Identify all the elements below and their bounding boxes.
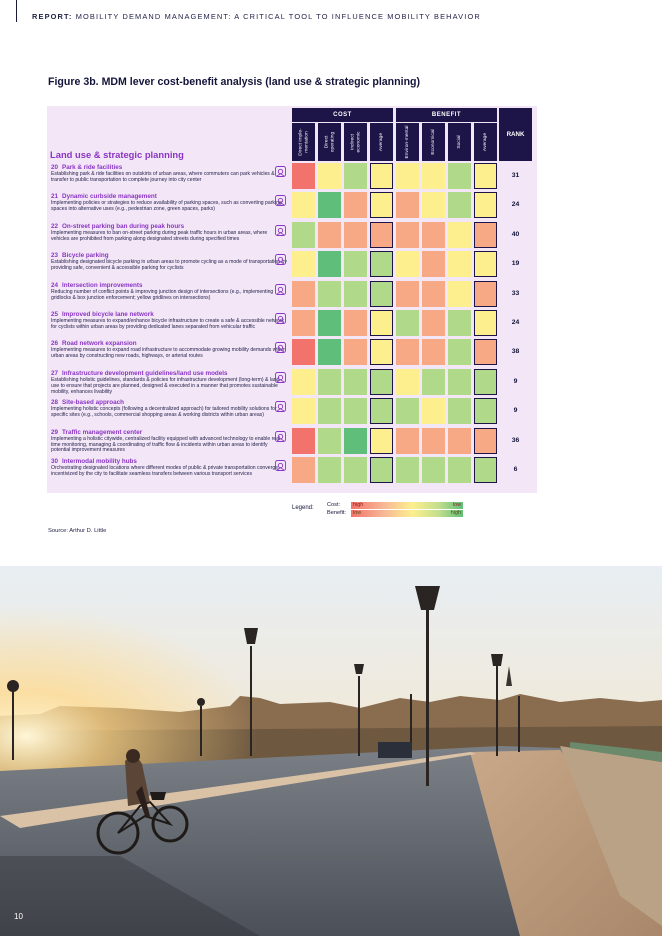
rating-cell [448,457,471,483]
lever-name: 26 Road network expansion [51,340,137,348]
rank-value: 9 [513,407,518,415]
rating-cell [292,398,315,424]
rating-cell [396,457,419,483]
rating-cell [396,163,419,189]
rank-value: 19 [511,260,520,268]
legend-cost-label: Cost: [327,502,341,508]
lever-name: 21 Dynamic curbside management [51,193,157,201]
lever-name: 24 Intersection improvements [51,281,143,289]
rating-cell [344,192,367,218]
mobility-hub-icon [274,459,287,472]
rank-value: 36 [511,436,520,444]
lever-description: Implementing policies or strategies to reduce availability of parking spaces, such as converting parking spaces into alternative uses (e.g., pedestrian zone, green spaces, parks) [51,200,282,213]
rating-cell [292,339,315,365]
rating-cell [474,398,497,424]
rating-cell [292,457,315,483]
rating-cell [292,163,315,189]
rating-cell [318,281,341,307]
rating-cell [292,251,315,277]
rating-cell [318,398,341,424]
rating-cell [318,251,341,277]
bicycle-lane-icon [274,312,287,325]
rating-cell [318,428,341,454]
curbside-icon [274,194,287,207]
column-header-5: Environ-mental [396,123,419,161]
rating-cell [448,192,471,218]
rating-cell [448,251,471,277]
rank-value: 24 [511,319,520,326]
rating-cell [448,428,471,454]
rating-cell [318,310,341,336]
rating-cell [448,398,471,424]
rating-cell [344,339,367,365]
rating-cell [292,428,315,454]
column-header-7: Social [448,123,471,161]
lever-name: 27 Infrastructure development guidelines/land use models [51,369,228,377]
rating-cell [448,339,471,365]
rating-cell [474,339,497,365]
lever-name: 22 On-street parking ban during peak hours [51,222,185,230]
lever-description: Establishing park & ride facilities on outskirts of urban areas, where commuters can park vehicles & transfer to public transportation to complete journey into city center [51,171,275,183]
rating-cell [370,428,393,454]
rating-cell [422,281,445,307]
rating-cell [474,281,497,307]
rating-cell [448,310,471,336]
rating-cell [318,369,341,395]
lever-description: Reducing number of conflict points & improving junction design of intersections (e.g., implementing gridlocks & box junction enforcement; yellow gridlines on intersections) [51,288,274,301]
rating-cell [422,251,445,277]
cost-group-header: COST [292,108,393,122]
lever-row-23 [51,252,287,272]
column-header-4: Average [370,123,393,161]
rating-cell [474,163,497,189]
column-header-8: Average [474,123,497,161]
rating-cell [422,163,445,189]
rating-cell [422,192,445,218]
rating-cell [370,339,393,365]
rating-cell [396,192,419,218]
rating-cell [344,369,367,395]
rating-cell [344,222,367,248]
rating-cell [292,369,315,395]
lever-row-24 [51,282,287,302]
source-note: Source: Arthur D. Little [48,528,107,534]
site-based-icon [274,400,287,413]
rating-cell [370,222,393,248]
guidelines-icon [274,371,287,384]
rating-cell [318,163,341,189]
rating-cell [422,339,445,365]
rating-cell [422,369,445,395]
lever-row-20 [51,164,287,184]
rating-cell [396,428,419,454]
parking-ban-icon [274,224,287,237]
column-header-1: Direct imple-mentation [292,123,315,161]
rank-value: 24 [511,201,520,209]
rating-cell [370,369,393,395]
legend-benefit-scale: low high [353,510,461,516]
rating-cell [318,339,341,365]
lever-name: 30 Intermodal mobility hubs [51,458,137,465]
lever-row-25 [51,311,287,331]
lever-row-29 [51,429,287,455]
rating-cell [344,310,367,336]
benefit-group-header: BENEFIT [396,108,497,122]
rating-cell [396,251,419,277]
running-head: REPORT: MOBILITY DEMAND MANAGEMENT: A CRITICAL TOOL TO INFLUENCE MOBILITY BEHAVIOR [32,12,481,21]
city-bridge-photo [0,566,662,936]
intersection-icon [274,283,287,296]
rating-cell [474,369,497,395]
rating-cell [370,457,393,483]
rating-cell [448,281,471,307]
rank-value: 40 [511,230,520,238]
lever-description: Establishing designated bicycle parking in urban areas to promote cycling as a mode of transportation by providing safe, convenient & accessible parking for cyclists [51,259,287,272]
lever-description: Orchestrating designated locations where different modes of public & private transportation converge, incentivized by the city to facilitate seamless transfers between various transport services [51,465,280,477]
rating-cell [474,428,497,454]
lever-row-28 [51,399,287,419]
lever-row-22 [51,223,287,243]
rating-cell [370,310,393,336]
legend-label: Legend: [292,505,314,511]
figure-title: Figure 3b. MDM lever cost-benefit analysis (land use & strategic planning) [48,76,421,88]
lever-description: Implementing a holistic citywide, centralized facility equipped with advanced technology to enable real-time monitoring, managing & coordinating of traffic flow & incidents within urban areas to identify potential improvement measures [51,435,282,454]
rating-cell [448,222,471,248]
rating-cell [292,281,315,307]
legend-cost-scale: high low [353,502,461,508]
rank-value: 33 [511,289,520,297]
rating-cell [370,251,393,277]
lever-row-21 [51,193,287,213]
rating-cell [422,222,445,248]
rating-cell [448,369,471,395]
lever-description: Implementing measures to ban on-street parking during peak traffic hours in urban areas, where vehicles are prohibited from parking along designated streets during specified times [51,229,268,242]
header-rule [16,0,17,22]
rating-cell [474,251,497,277]
rating-cell [370,398,393,424]
lever-name: 23 Bicycle parking [51,252,109,260]
park-ride-icon [274,165,287,178]
rating-cell [318,222,341,248]
rating-cell [474,192,497,218]
rating-cell [344,281,367,307]
rating-cell [318,457,341,483]
road-expansion-icon [274,341,287,354]
rating-cell [396,310,419,336]
lever-description: Implementing measures to expand/enhance bicycle infrastructure to create a safe & accessible network for cyclists within urban areas by providing dedicated lanes separated from vehicular traffic [51,318,285,330]
rating-cell [370,281,393,307]
rating-cell [344,398,367,424]
lever-row-27 [51,370,287,396]
lever-row-26 [51,340,287,360]
rating-cell [370,192,393,218]
column-header-6: Economical [422,123,445,161]
rating-cell [396,369,419,395]
rating-cell [422,428,445,454]
lever-name: 25 Improved bicycle lane network [51,311,154,318]
lever-name: 20 Park & ride facilities [51,164,123,171]
rating-cell [292,192,315,218]
rating-cell [396,398,419,424]
rating-cell [474,457,497,483]
rating-cell [396,222,419,248]
rating-cell [344,251,367,277]
rating-cell [474,310,497,336]
traffic-center-icon [274,430,287,443]
rating-cell [344,163,367,189]
rating-cell [344,457,367,483]
lever-description: Implementing holistic concepts (following a decentralized approach) for tailored mobility solutions for specific sites (e.g., schools, commercial shopping areas & working districts within urban areas) [51,406,277,419]
lever-name: 29 Traffic management center [51,428,143,436]
rating-cell [396,281,419,307]
bicycle-parking-icon [274,253,287,266]
column-header-3: Indirect economic [344,123,367,161]
rank-header: RANK [499,108,532,161]
page-number: 10 [14,912,23,921]
rating-cell [422,457,445,483]
rank-value: 9 [513,377,518,385]
rating-cell [370,163,393,189]
rating-cell [448,163,471,189]
lever-description: Implementing measures to expand road infrastructure to accommodate growing mobility demands within urban areas by constructing new roads, highways, or arterial routes [51,347,286,360]
rank-value: 38 [511,348,520,356]
lever-name: 28 Site-based approach [51,399,124,407]
rating-cell [292,222,315,248]
rank-value: 31 [511,172,520,179]
legend-benefit-label: Benefit: [327,510,346,516]
lever-row-30 [51,458,287,478]
rank-value: 6 [513,466,518,473]
rating-cell [422,398,445,424]
column-header-2: Direct operating [318,123,341,161]
lever-description: Establishing holistic guidelines, standards & policies for infrastructure development (long-term) & land use to ensure that projects are planned, designed & executed in a manner that promotes sustainable mobility, enhances livability [51,376,280,395]
rating-cell [396,339,419,365]
rating-cell [474,222,497,248]
rating-cell [422,310,445,336]
rating-cell [318,192,341,218]
rating-cell [344,428,367,454]
section-title: Land use & strategic planning [50,149,184,160]
rating-cell [292,310,315,336]
